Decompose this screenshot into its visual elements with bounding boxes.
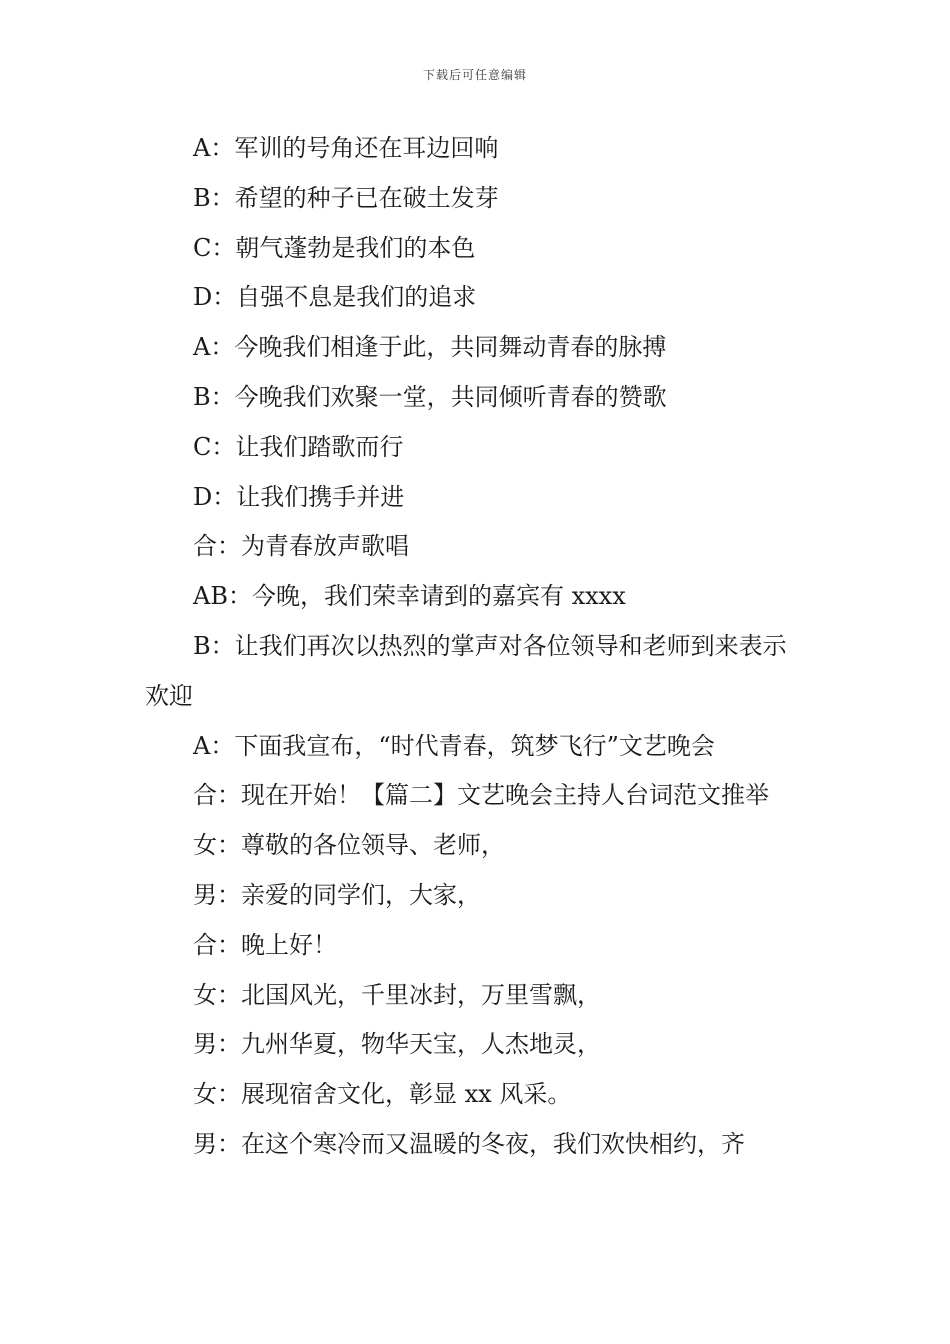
dialogue-line: 男：在这个寒冷而又温暖的冬夜，我们欢快相约，齐 bbox=[193, 1129, 745, 1158]
dialogue-line: C：朝气蓬勃是我们的本色 bbox=[193, 233, 476, 262]
dialogue-line: 男：亲爱的同学们，大家， bbox=[193, 880, 481, 909]
dialogue-line: B：今晚我们欢聚一堂，共同倾听青春的赞歌 bbox=[193, 382, 667, 411]
dialogue-line: D：自强不息是我们的追求 bbox=[193, 283, 477, 312]
dialogue-line: 合：晚上好！ bbox=[193, 930, 337, 959]
dialogue-line: 女：北国风光，千里冰封，万里雪飘， bbox=[193, 980, 601, 1009]
dialogue-line: 合：为青春放声歌唱 bbox=[193, 532, 409, 561]
dialogue-line: 男：九州华夏，物华天宝，人杰地灵， bbox=[193, 1030, 601, 1059]
dialogue-line: A：军训的号角还在耳边回响 bbox=[193, 134, 499, 162]
document-body bbox=[145, 124, 810, 1170]
dialogue-line: B：让我们再次以热烈的掌声对各位领导和老师到来表示欢迎 bbox=[145, 631, 787, 710]
dialogue-line: D：让我们携手并进 bbox=[193, 482, 405, 511]
dialogue-line: A：今晚我们相逢于此，共同舞动青春的脉搏 bbox=[193, 333, 667, 362]
dialogue-line: 合：现在开始！【篇二】文艺晚会主持人台词范文推举 bbox=[193, 781, 769, 810]
dialogue-line: AB：今晚，我们荣幸请到的嘉宾有 xxxx bbox=[193, 582, 626, 611]
dialogue-line: C：让我们踏歌而行 bbox=[193, 432, 404, 461]
dialogue-line: B：希望的种子已在破土发芽 bbox=[193, 183, 499, 212]
page-header: 下载后可任意编辑 bbox=[422, 68, 527, 82]
dialogue-line: A：下面我宣布，“时代青春，筑梦飞行”文艺晚会 bbox=[193, 731, 715, 760]
dialogue-line: 女：尊敬的各位领导、老师， bbox=[193, 831, 505, 860]
dialogue-line: 女：展现宿舍文化，彰显 xx 风采。 bbox=[193, 1080, 572, 1109]
